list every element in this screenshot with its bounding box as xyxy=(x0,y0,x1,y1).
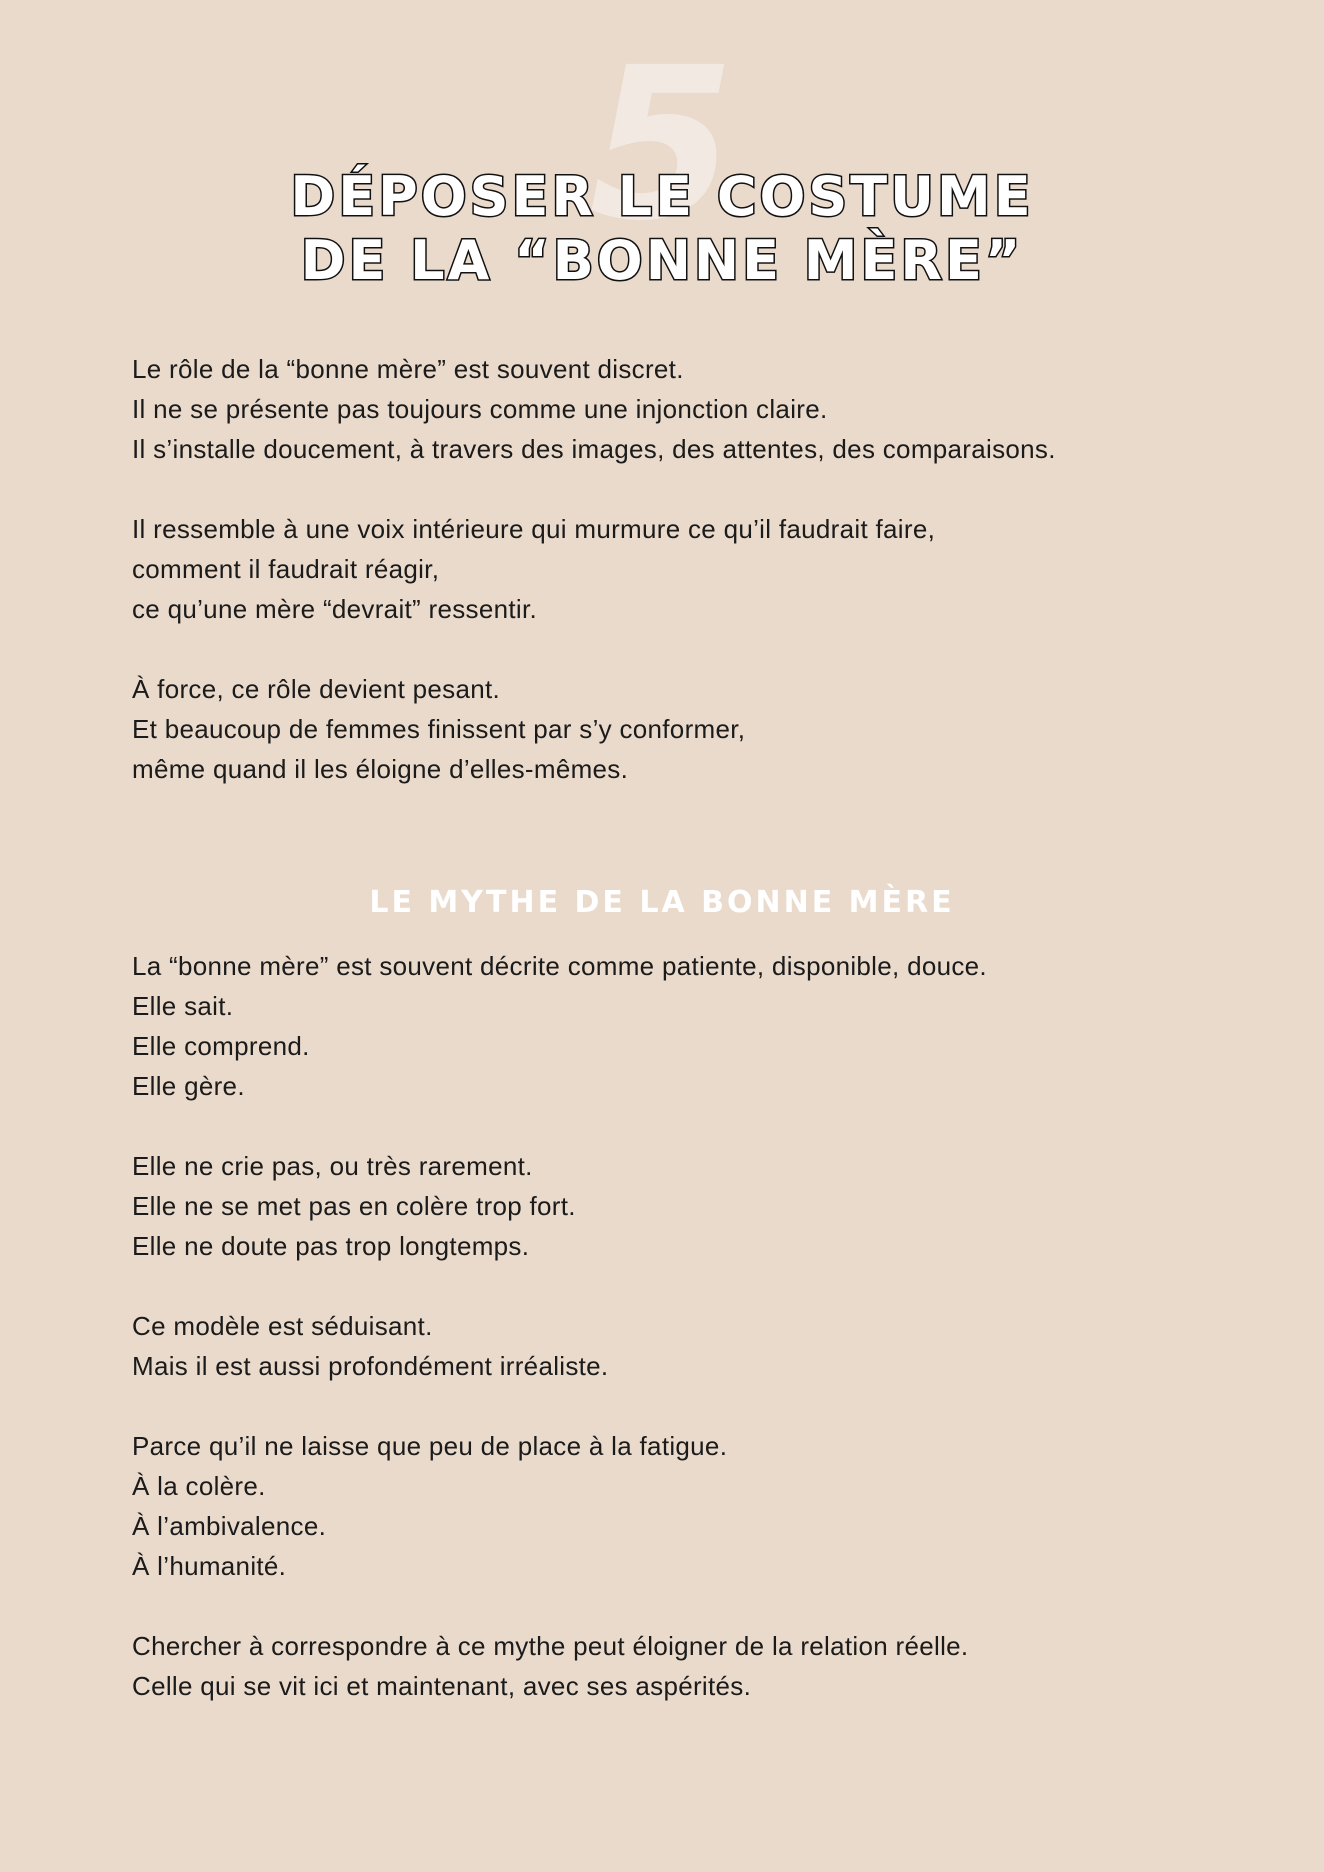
section-paragraph xyxy=(132,1426,1232,1586)
text-line: À la colère. xyxy=(132,1471,266,1501)
text-line: Elle ne doute pas trop longtemps. xyxy=(132,1231,530,1261)
chapter-number: 5 xyxy=(588,22,736,267)
text-line: Chercher à correspondre à ce mythe peut éloigner de la relation réelle. xyxy=(132,1631,969,1661)
text-line: La “bonne mère” est souvent décrite comme patiente, disponible, douce. xyxy=(132,951,987,981)
text-line: Celle qui se vit ici et maintenant, avec ses aspérités. xyxy=(132,1671,752,1701)
text-line: Elle ne crie pas, ou très rarement. xyxy=(132,1151,533,1181)
section-text xyxy=(132,946,1232,1706)
text-line: Il ressemble à une voix intérieure qui murmure ce qu’il faudrait faire, xyxy=(132,514,936,544)
text-line: Elle ne se met pas en colère trop fort. xyxy=(132,1191,576,1221)
section-paragraph xyxy=(132,1626,1232,1706)
text-line: Ce modèle est séduisant. xyxy=(132,1311,433,1341)
intro-paragraph xyxy=(132,509,1232,629)
intro-paragraph xyxy=(132,669,1232,789)
text-line: comment il faudrait réagir, xyxy=(132,554,440,584)
section-paragraph xyxy=(132,946,1232,1106)
text-line: Il s’installe doucement, à travers des images, des attentes, des comparaisons. xyxy=(132,434,1056,464)
chapter-title xyxy=(0,165,1324,293)
text-line: À force, ce rôle devient pesant. xyxy=(132,674,501,704)
section-paragraph xyxy=(132,1306,1232,1386)
text-line: Elle gère. xyxy=(132,1071,245,1101)
text-line: À l’humanité. xyxy=(132,1551,287,1581)
intro-text xyxy=(132,349,1232,789)
text-line: Elle comprend. xyxy=(132,1031,310,1061)
text-line: Parce qu’il ne laisse que peu de place à la fatigue. xyxy=(132,1431,728,1461)
text-line: même quand il les éloigne d’elles-mêmes. xyxy=(132,754,629,784)
text-line: Le rôle de la “bonne mère” est souvent discret. xyxy=(132,354,684,384)
section-paragraph xyxy=(132,1146,1232,1266)
text-line: À l’ambivalence. xyxy=(132,1511,327,1541)
text-line: Et beaucoup de femmes finissent par s’y conformer, xyxy=(132,714,746,744)
chapter-title-line-1: DÉPOSER LE COSTUME xyxy=(290,165,1034,228)
section-heading: LE MYTHE DE LA BONNE MÈRE xyxy=(369,885,955,920)
text-line: ce qu’une mère “devrait” ressentir. xyxy=(132,594,538,624)
text-line: Mais il est aussi profondément irréaliste. xyxy=(132,1351,609,1381)
intro-paragraph xyxy=(132,349,1232,469)
text-line: Il ne se présente pas toujours comme une injonction claire. xyxy=(132,394,828,424)
text-line: Elle sait. xyxy=(132,991,234,1021)
chapter-title-line-2: DE LA “BONNE MÈRE” xyxy=(300,229,1024,292)
